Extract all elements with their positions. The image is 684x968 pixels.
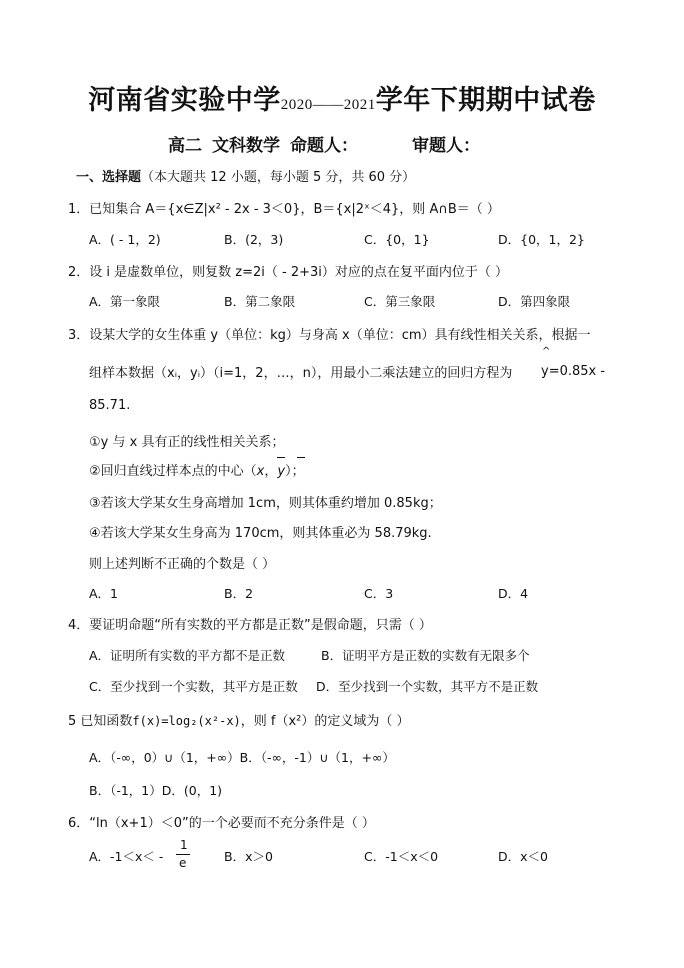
title-year: 2020——2021 [280, 97, 376, 113]
author-label: 命题人： [290, 136, 358, 156]
q1-option-d: D．{0，1，2} [498, 232, 585, 247]
q1-option-c: C．{0，1} [364, 232, 430, 247]
q1-option-b: B．(2，3) [224, 232, 284, 247]
q5-options-cd: B．（-1，1）D．(0，1) [89, 783, 223, 798]
title-prefix: 河南省实验中学 [88, 85, 281, 116]
q2-option-b: B．第二象限 [224, 294, 296, 309]
q1-stem: 1．已知集合 A＝{x∈Z|x² - 2x - 3＜0}，B＝{x|2ˣ＜4}，则 A∩B＝（ ） [68, 202, 500, 217]
q6-option-a: A．-1＜x＜ - [89, 849, 164, 864]
q3-regression-eq: y=0.85x - [541, 364, 606, 379]
title-suffix: 学年下期期中试卷 [375, 85, 596, 116]
q3-option-d: D．4 [498, 586, 529, 601]
page-title [0, 78, 684, 117]
q3-statement-2-end: ）； [285, 464, 305, 479]
q1-option-a: A．( - 1，2) [89, 232, 161, 247]
y-overline [297, 457, 305, 458]
q4-option-d: D．至少找到一个实数，其平方不是正数 [316, 679, 539, 694]
q3-ask: 则上述判断不正确的个数是（ ） [89, 557, 276, 572]
x-bar: x [256, 464, 265, 479]
q2-option-d: D．第四象限 [498, 294, 571, 309]
reviewer-label: 审题人： [412, 136, 480, 156]
q3-line3: 85.71. [89, 398, 131, 413]
x-overline [277, 457, 285, 458]
q5-stem-post: ，则 f（x²）的定义域为（ ） [240, 714, 410, 729]
q2-stem: 2．设 i 是虚数单位，则复数 z=2i（ - 2+3i）对应的点在复平面内位于（ ） [68, 265, 509, 280]
q6-a-denominator: e [179, 856, 187, 870]
q3-option-b: B．2 [224, 586, 254, 601]
y-bar: y [277, 464, 286, 479]
q6-option-c: C．-1＜x＜0 [364, 849, 439, 864]
q6-option-b: B．x＞0 [224, 849, 273, 864]
q6-stem: 6．“ln（x+1）＜0”的一个必要而不充分条件是（ ） [68, 816, 375, 831]
y-hat-mark: ^ [542, 346, 551, 357]
q3-statement-2: ②回归直线过样本点的中心（x，y）； [89, 464, 305, 479]
grade-label: 高二 [168, 136, 202, 156]
section-desc: （本大题共 12 小题，每小题 5 分，共 60 分） [141, 170, 416, 185]
q2-option-a: A．第一象限 [89, 294, 161, 309]
q6-a-numerator: 1 [180, 838, 188, 852]
q3-option-a: A．1 [89, 586, 119, 601]
q6-a-fraction-bar [176, 854, 190, 855]
q3-statement-3: ③若该大学某女生身高增加 1cm，则其体重约增加 0.85kg； [89, 496, 442, 511]
q3-line1: 3．设某大学的女生体重 y（单位：kg）与身高 x（单位：cm）具有线性相关关系，根据一 [68, 328, 591, 343]
q3-statement-4: ④若该大学某女生身高为 170cm，则其体重必为 58.79kg. [89, 526, 432, 541]
q5-options-ab: A．（-∞，0）∪（1，+∞）B．（-∞，-1）∪（1，+∞） [89, 750, 395, 765]
q6-option-d: D．x＜0 [498, 849, 548, 864]
q4-option-b: B．证明平方是正数的实数有无限多个 [321, 648, 530, 663]
q5-stem-pre: 5 已知函数 [68, 714, 133, 729]
q3-statement-1: ①y 与 x 具有正的线性相关关系； [89, 435, 285, 450]
subject-label: 文科数学 [212, 136, 280, 156]
q4-option-a: A．证明所有实数的平方都不是正数 [89, 648, 286, 663]
q3-option-c: C．3 [364, 586, 394, 601]
exam-subtitle [168, 131, 490, 156]
q4-option-c: C．至少找到一个实数，其平方是正数 [89, 679, 298, 694]
q4-stem: 4．要证明命题“所有实数的平方都是正数”是假命题，只需（ ） [68, 618, 432, 633]
q2-option-c: C．第三象限 [364, 294, 436, 309]
section-name: 一、选择题 [76, 170, 142, 185]
section-heading [76, 166, 415, 185]
q3-statement-2-text: ②回归直线过样本点的中心（ [89, 464, 257, 479]
q3-line2: 组样本数据（xᵢ，yᵢ）（i=1，2，…，n），用最小二乘法建立的回归方程为 [89, 366, 513, 381]
q5-stem [68, 710, 410, 729]
q5-function: f(x)=log₂(x²-x) [132, 714, 241, 728]
